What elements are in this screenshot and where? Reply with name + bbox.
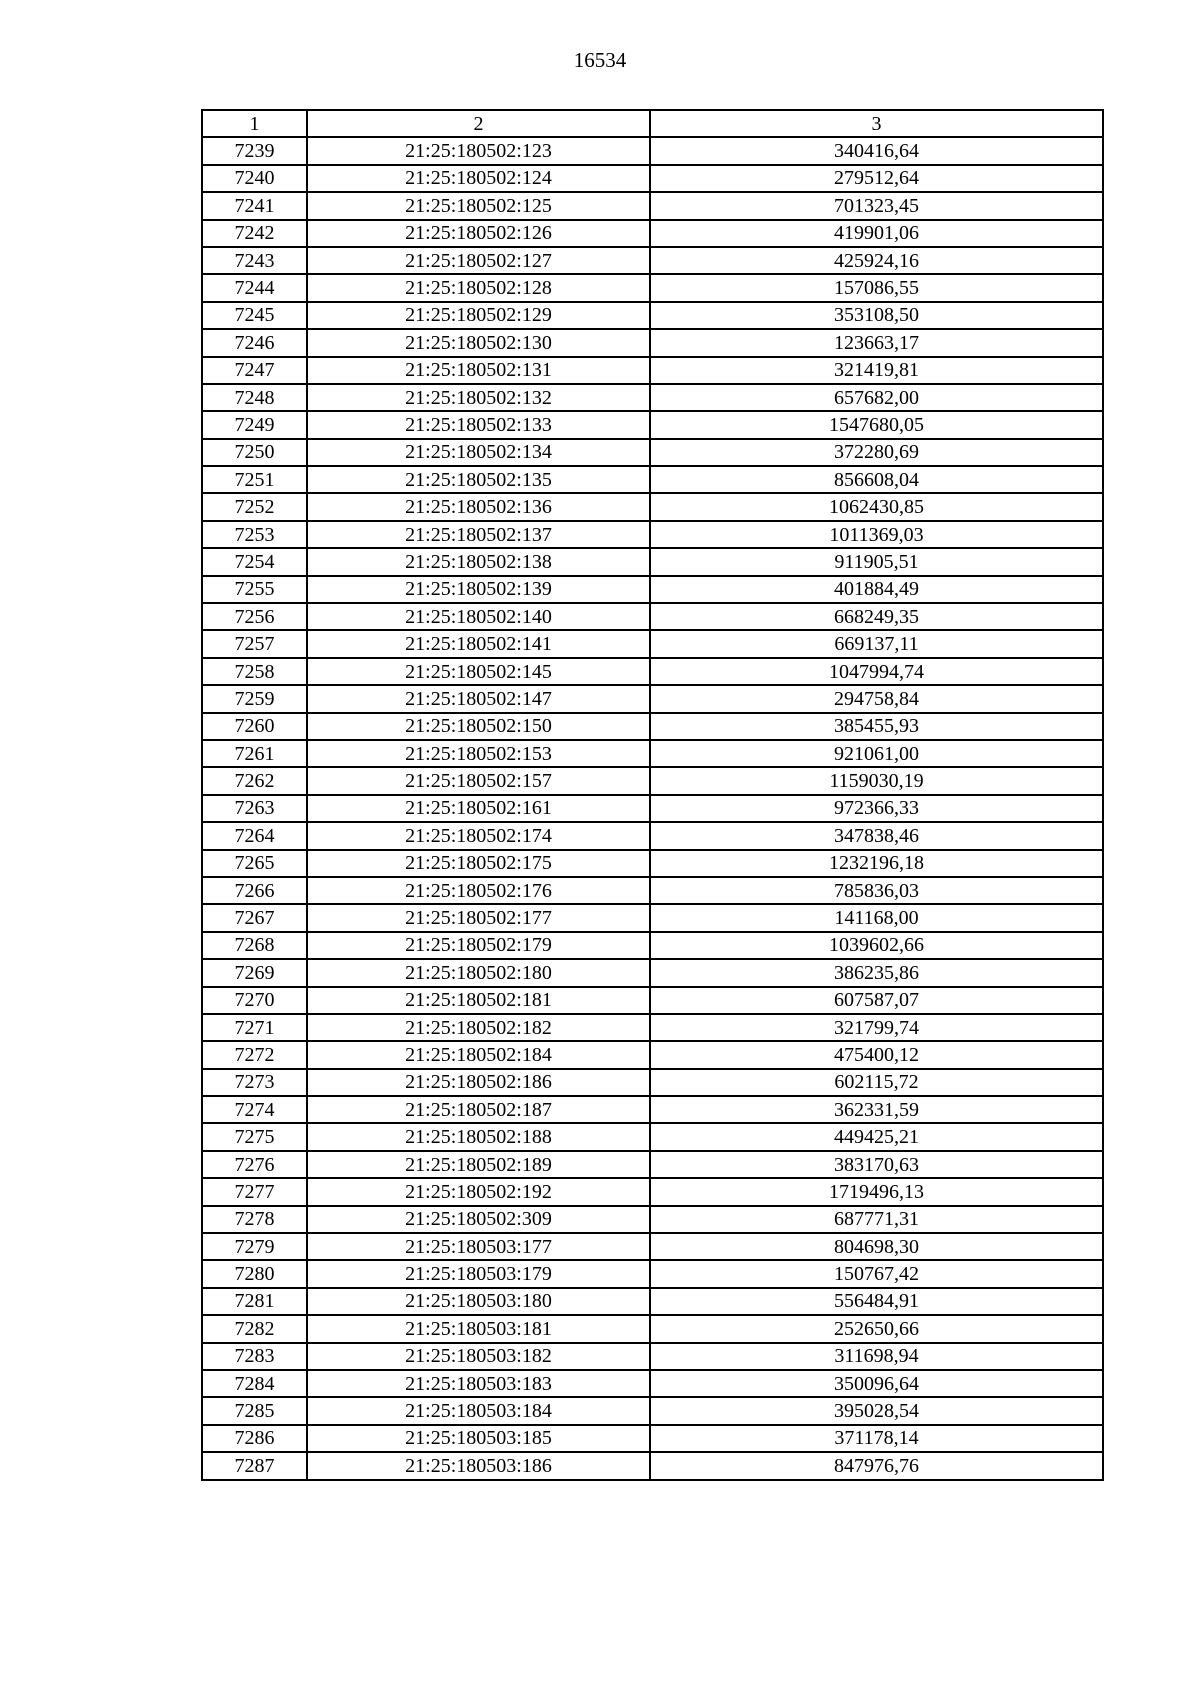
table-row (202, 767, 1103, 794)
table-row (202, 493, 1103, 520)
value-cell: 347838,46 (650, 822, 1103, 849)
table-row (202, 137, 1103, 164)
value-cell: 321419,81 (650, 357, 1103, 384)
value-cell: 150767,42 (650, 1260, 1103, 1287)
table-row (202, 630, 1103, 657)
value-cell: 353108,50 (650, 302, 1103, 329)
row-number-cell: 7285 (202, 1397, 307, 1424)
row-number-cell: 7263 (202, 795, 307, 822)
row-number-cell: 7256 (202, 603, 307, 630)
row-number-cell: 7287 (202, 1452, 307, 1479)
table-row (202, 904, 1103, 931)
column-header-2: 2 (307, 110, 650, 137)
row-number-cell: 7266 (202, 877, 307, 904)
table-row (202, 1288, 1103, 1315)
row-number-cell: 7271 (202, 1014, 307, 1041)
row-number-cell: 7274 (202, 1096, 307, 1123)
value-cell: 1011369,03 (650, 521, 1103, 548)
table-row (202, 1425, 1103, 1452)
value-cell: 856608,04 (650, 466, 1103, 493)
value-cell: 1039602,66 (650, 932, 1103, 959)
table-row (202, 1178, 1103, 1205)
row-number-cell: 7262 (202, 767, 307, 794)
table-row (202, 1233, 1103, 1260)
row-number-cell: 7259 (202, 685, 307, 712)
value-cell: 657682,00 (650, 384, 1103, 411)
cadastral-number-cell: 21:25:180502:139 (307, 576, 650, 603)
value-cell: 607587,07 (650, 987, 1103, 1014)
cadastral-number-cell: 21:25:180503:184 (307, 1397, 650, 1424)
table-row (202, 576, 1103, 603)
row-number-cell: 7246 (202, 329, 307, 356)
cadastral-number-cell: 21:25:180502:128 (307, 274, 650, 301)
value-cell: 669137,11 (650, 630, 1103, 657)
cadastral-number-cell: 21:25:180502:123 (307, 137, 650, 164)
row-number-cell: 7250 (202, 439, 307, 466)
cadastral-number-cell: 21:25:180503:180 (307, 1288, 650, 1315)
value-cell: 395028,54 (650, 1397, 1103, 1424)
table-row (202, 932, 1103, 959)
row-number-cell: 7258 (202, 658, 307, 685)
value-cell: 972366,33 (650, 795, 1103, 822)
cadastral-number-cell: 21:25:180502:180 (307, 959, 650, 986)
row-number-cell: 7280 (202, 1260, 307, 1287)
cadastral-number-cell: 21:25:180502:126 (307, 220, 650, 247)
row-number-cell: 7283 (202, 1343, 307, 1370)
table-row (202, 713, 1103, 740)
row-number-cell: 7247 (202, 357, 307, 384)
row-number-cell: 7264 (202, 822, 307, 849)
table-row (202, 192, 1103, 219)
cadastral-number-cell: 21:25:180502:147 (307, 685, 650, 712)
value-cell: 475400,12 (650, 1041, 1103, 1068)
table-row (202, 685, 1103, 712)
cadastral-number-cell: 21:25:180502:176 (307, 877, 650, 904)
row-number-cell: 7269 (202, 959, 307, 986)
cadastral-number-cell: 21:25:180503:179 (307, 1260, 650, 1287)
cadastral-number-cell: 21:25:180502:188 (307, 1123, 650, 1150)
table-row (202, 822, 1103, 849)
cadastral-number-cell: 21:25:180502:145 (307, 658, 650, 685)
cadastral-number-cell: 21:25:180502:186 (307, 1069, 650, 1096)
value-cell: 386235,86 (650, 959, 1103, 986)
value-cell: 311698,94 (650, 1343, 1103, 1370)
table-row (202, 795, 1103, 822)
cadastral-number-cell: 21:25:180502:127 (307, 247, 650, 274)
value-cell: 141168,00 (650, 904, 1103, 931)
cadastral-number-cell: 21:25:180502:140 (307, 603, 650, 630)
cadastral-number-cell: 21:25:180502:175 (307, 850, 650, 877)
value-cell: 556484,91 (650, 1288, 1103, 1315)
row-number-cell: 7281 (202, 1288, 307, 1315)
value-cell: 157086,55 (650, 274, 1103, 301)
value-cell: 123663,17 (650, 329, 1103, 356)
row-number-cell: 7270 (202, 987, 307, 1014)
table-row (202, 466, 1103, 493)
cadastral-number-cell: 21:25:180502:309 (307, 1206, 650, 1233)
row-number-cell: 7257 (202, 630, 307, 657)
table-row (202, 1370, 1103, 1397)
cadastral-number-cell: 21:25:180503:185 (307, 1425, 650, 1452)
row-number-cell: 7243 (202, 247, 307, 274)
column-header-3: 3 (650, 110, 1103, 137)
cadastral-number-cell: 21:25:180502:184 (307, 1041, 650, 1068)
table-row (202, 384, 1103, 411)
cadastral-number-cell: 21:25:180502:135 (307, 466, 650, 493)
table-row (202, 411, 1103, 438)
cadastral-number-cell: 21:25:180502:189 (307, 1151, 650, 1178)
row-number-cell: 7273 (202, 1069, 307, 1096)
table-row (202, 1315, 1103, 1342)
cadastral-number-cell: 21:25:180503:183 (307, 1370, 650, 1397)
value-cell: 383170,63 (650, 1151, 1103, 1178)
cadastral-number-cell: 21:25:180502:187 (307, 1096, 650, 1123)
cadastral-number-cell: 21:25:180502:138 (307, 548, 650, 575)
cadastral-number-cell: 21:25:180502:179 (307, 932, 650, 959)
table-row (202, 740, 1103, 767)
table-row (202, 987, 1103, 1014)
cadastral-number-cell: 21:25:180502:174 (307, 822, 650, 849)
row-number-cell: 7241 (202, 192, 307, 219)
cadastral-number-cell: 21:25:180502:130 (307, 329, 650, 356)
table-row (202, 1069, 1103, 1096)
value-cell: 921061,00 (650, 740, 1103, 767)
table-row (202, 1151, 1103, 1178)
table-row (202, 357, 1103, 384)
value-cell: 362331,59 (650, 1096, 1103, 1123)
value-cell: 804698,30 (650, 1233, 1103, 1260)
row-number-cell: 7254 (202, 548, 307, 575)
cadastral-number-cell: 21:25:180503:177 (307, 1233, 650, 1260)
table-row (202, 165, 1103, 192)
table-body (202, 137, 1103, 1479)
row-number-cell: 7267 (202, 904, 307, 931)
table-header-row (202, 110, 1103, 137)
value-cell: 911905,51 (650, 548, 1103, 575)
cadastral-number-cell: 21:25:180502:153 (307, 740, 650, 767)
table-row (202, 548, 1103, 575)
value-cell: 340416,64 (650, 137, 1103, 164)
row-number-cell: 7268 (202, 932, 307, 959)
cadastral-value-table (201, 109, 1104, 1481)
value-cell: 1159030,19 (650, 767, 1103, 794)
table-row (202, 1123, 1103, 1150)
cadastral-number-cell: 21:25:180502:137 (307, 521, 650, 548)
value-cell: 1232196,18 (650, 850, 1103, 877)
cadastral-number-cell: 21:25:180502:177 (307, 904, 650, 931)
page-number: 16534 (573, 48, 627, 72)
row-number-cell: 7276 (202, 1151, 307, 1178)
row-number-cell: 7253 (202, 521, 307, 548)
cadastral-number-cell: 21:25:180502:181 (307, 987, 650, 1014)
value-cell: 385455,93 (650, 713, 1103, 740)
value-cell: 1062430,85 (650, 493, 1103, 520)
row-number-cell: 7278 (202, 1206, 307, 1233)
cadastral-number-cell: 21:25:180503:182 (307, 1343, 650, 1370)
row-number-cell: 7261 (202, 740, 307, 767)
row-number-cell: 7255 (202, 576, 307, 603)
row-number-cell: 7286 (202, 1425, 307, 1452)
cadastral-number-cell: 21:25:180503:186 (307, 1452, 650, 1479)
cadastral-number-cell: 21:25:180502:132 (307, 384, 650, 411)
cadastral-number-cell: 21:25:180502:192 (307, 1178, 650, 1205)
value-cell: 1047994,74 (650, 658, 1103, 685)
cadastral-number-cell: 21:25:180502:182 (307, 1014, 650, 1041)
row-number-cell: 7249 (202, 411, 307, 438)
table-row (202, 850, 1103, 877)
cadastral-number-cell: 21:25:180502:133 (307, 411, 650, 438)
row-number-cell: 7240 (202, 165, 307, 192)
value-cell: 1719496,13 (650, 1178, 1103, 1205)
table-row (202, 877, 1103, 904)
value-cell: 602115,72 (650, 1069, 1103, 1096)
table-row (202, 603, 1103, 630)
row-number-cell: 7282 (202, 1315, 307, 1342)
row-number-cell: 7272 (202, 1041, 307, 1068)
row-number-cell: 7251 (202, 466, 307, 493)
table-row (202, 959, 1103, 986)
value-cell: 294758,84 (650, 685, 1103, 712)
cadastral-number-cell: 21:25:180502:125 (307, 192, 650, 219)
value-cell: 701323,45 (650, 192, 1103, 219)
table-row (202, 439, 1103, 466)
value-cell: 847976,76 (650, 1452, 1103, 1479)
value-cell: 372280,69 (650, 439, 1103, 466)
value-cell: 252650,66 (650, 1315, 1103, 1342)
table-row (202, 1452, 1103, 1479)
row-number-cell: 7260 (202, 713, 307, 740)
cadastral-number-cell: 21:25:180502:131 (307, 357, 650, 384)
row-number-cell: 7248 (202, 384, 307, 411)
table-row (202, 1397, 1103, 1424)
row-number-cell: 7284 (202, 1370, 307, 1397)
table-row (202, 1206, 1103, 1233)
column-header-1: 1 (202, 110, 307, 137)
cadastral-number-cell: 21:25:180502:157 (307, 767, 650, 794)
cadastral-number-cell: 21:25:180502:124 (307, 165, 650, 192)
row-number-cell: 7279 (202, 1233, 307, 1260)
table-row (202, 1096, 1103, 1123)
cadastral-number-cell: 21:25:180502:136 (307, 493, 650, 520)
value-cell: 401884,49 (650, 576, 1103, 603)
cadastral-number-cell: 21:25:180502:129 (307, 302, 650, 329)
value-cell: 419901,06 (650, 220, 1103, 247)
row-number-cell: 7275 (202, 1123, 307, 1150)
table-row (202, 658, 1103, 685)
cadastral-number-cell: 21:25:180502:134 (307, 439, 650, 466)
value-cell: 668249,35 (650, 603, 1103, 630)
row-number-cell: 7239 (202, 137, 307, 164)
value-cell: 785836,03 (650, 877, 1103, 904)
value-cell: 371178,14 (650, 1425, 1103, 1452)
table-row (202, 1014, 1103, 1041)
value-cell: 279512,64 (650, 165, 1103, 192)
value-cell: 449425,21 (650, 1123, 1103, 1150)
table-row (202, 247, 1103, 274)
value-cell: 425924,16 (650, 247, 1103, 274)
table-row (202, 302, 1103, 329)
value-cell: 321799,74 (650, 1014, 1103, 1041)
cadastral-number-cell: 21:25:180503:181 (307, 1315, 650, 1342)
value-cell: 1547680,05 (650, 411, 1103, 438)
row-number-cell: 7252 (202, 493, 307, 520)
table-row (202, 1041, 1103, 1068)
table-row (202, 329, 1103, 356)
table-row (202, 521, 1103, 548)
cadastral-number-cell: 21:25:180502:150 (307, 713, 650, 740)
row-number-cell: 7245 (202, 302, 307, 329)
table-row (202, 220, 1103, 247)
cadastral-number-cell: 21:25:180502:141 (307, 630, 650, 657)
table-row (202, 274, 1103, 301)
value-cell: 687771,31 (650, 1206, 1103, 1233)
table-row (202, 1343, 1103, 1370)
row-number-cell: 7265 (202, 850, 307, 877)
table-row (202, 1260, 1103, 1287)
cadastral-number-cell: 21:25:180502:161 (307, 795, 650, 822)
row-number-cell: 7277 (202, 1178, 307, 1205)
row-number-cell: 7242 (202, 220, 307, 247)
row-number-cell: 7244 (202, 274, 307, 301)
value-cell: 350096,64 (650, 1370, 1103, 1397)
